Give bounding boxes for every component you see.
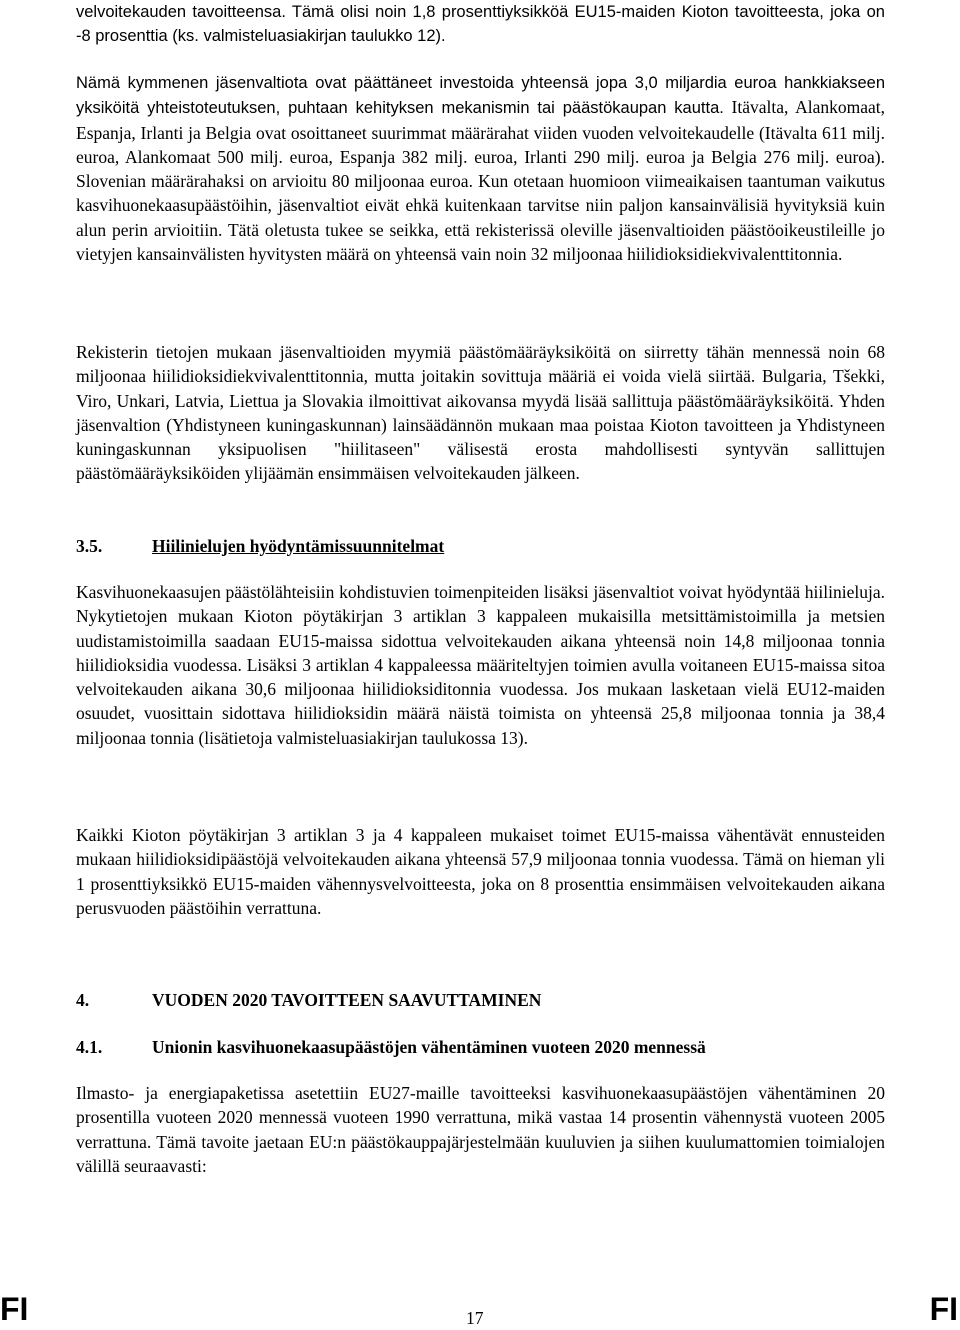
paragraph-2 [76, 70, 885, 266]
paragraph-6: Ilmasto- ja energiapaketissa asetettiin EU27-maille tavoitteeksi kasvihuonekaasupäästöjen vähentäminen 20 prosentilla vuoteen 2020 mennessä vuoteen 1990 verrattuna, mikä vastaa 14 prosentin vähennystä vuoteen 2005 verrattuna. Tämä tavoite jaetaan EU:n päästökauppajärjestelmään kuuluvien ja siihen kuulumattomien toimialojen välillä seuraavasti: [76, 1083, 885, 1176]
paragraph-4: Kasvihuonekaasujen päästölähteisiin kohdistuvien toimenpiteiden lisäksi jäsenvaltiot voivat hyödyntää hiilinieluja. Nykytietojen mukaan Kioton pöytäkirjan 3 artiklan 3 kappaleen mukaisilla metsittämistoimilla ja metsien uudistamistoimilla saadaan EU15-maissa sidottua velvoitekauden aikana yhteensä noin 14,8 miljoonaa tonnia hiilidioksidia vuodessa. Lisäksi 3 artiklan 4 kappaleessa määriteltyjen toimien avulla voitaneen EU15-maissa sitoa velvoitekauden aikana 30,6 miljoonaa hiilidioksiditonnia vuodessa. Jos mukaan lasketaan vielä EU12-maiden osuudet, vuosittain sidottava hiilidioksidin määrä näistä toimista on yhteensä 25,8 miljoonaa tonnia ja 38,4 miljoonaa tonnia (lisätietoja valmisteluasiakirjan taulukossa 13). [76, 582, 885, 748]
paragraph-1: velvoitekauden tavoitteensa. Tämä olisi noin 1,8 prosenttiyksikköä EU15-maiden Kioton tavoitteesta, joka on -8 prosenttia (ks. valmisteluasiakirjan taulukko 12). [76, 3, 885, 46]
heading-4 [76, 988, 885, 1012]
page-footer [0, 1283, 960, 1330]
paragraph-3: Rekisterin tietojen mukaan jäsenvaltioiden myymiä päästömääräyksiköitä on siirretty tähän mennessä noin 68 miljoonaa hiilidioksidiekvivalenttitonnia, mutta joitakin sovittuja määriä ei voida vielä siirtää. Bulgaria, Tšekki, Viro, Unkari, Latvia, Liettua ja Slovakia ilmoittivat aikovansa myydä lisää sallittuja päästömääräyksiköitä. Yhden jäsenvaltion (Yhdistyneen kuningaskunnan) lainsäädännön mukaan maa poistaa Kioton tavoitteen ja Yhdistyneen kuningaskunnan yksipuolisen "hiilitaseen" välisestä erosta mahdollisesti syntyvän sallittujen päästömääräyksiköiden ylijäämän ensimmäisen velvoitekauden jälkeen. [76, 342, 885, 484]
paragraph-2-sans-part: Nämä kymmenen jäsenvaltiota ovat päättäneet investoida yhteensä jopa 3,0 miljardia euroa hankkiakseen yksiköitä yhteistoteutuksen, puhtaan kehityksen mekanismin tai päästökaupan kautta. [76, 74, 885, 118]
language-code-right: FI [929, 1291, 958, 1327]
heading-4-number: 4. [76, 990, 90, 1010]
heading-4-1 [76, 1035, 885, 1059]
language-code-left: FI [0, 1291, 29, 1327]
heading-4-title: VUODEN 2020 TAVOITTEEN SAAVUTTAMINEN [152, 990, 542, 1010]
page-number: 17 [466, 1308, 484, 1328]
paragraph-2-serif-part: Itävalta, Alankomaat, Espanja, Irlanti ja Belgia ovat osoittaneet suurimmat määrärahat viiden vuoden velvoitekaudelle (Itävalta 611 milj. euroa, Alankomaat 500 milj. euroa, Espanja 382 milj. euroa, Irlanti 290 milj. euroa ja Belgia 276 milj. euroa). Slovenian määrärahaksi on arvioitu 80 miljoonaa euroa. Kun otetaan huomioon viimeaikaisen taantuman vaikutus kasvihuonekaasupäästöihin, jäsenvaltiot eivät ehkä kuitenkaan tarvitse niin paljon kansainvälisiä hyvityksiä kuin alun perin arvioitiin. Tätä oletusta tukee se seikka, että rekisterissä oleville jäsenvaltioiden päästöoikeustileille jo vietyjen kansainvälisten hyvitysten määrä on yhteensä vain noin 32 miljoonaa hiilidioksidiekvivalenttitonnia. [76, 97, 885, 265]
heading-3-5-title: Hiilinielujen hyödyntämissuunnitelmat [152, 536, 445, 556]
heading-3-5-number: 3.5. [76, 536, 103, 556]
heading-4-1-title: Unionin kasvihuonekaasupäästöjen vähentäminen vuoteen 2020 mennessä [152, 1037, 706, 1057]
paragraph-5: Kaikki Kioton pöytäkirjan 3 artiklan 3 ja 4 kappaleen mukaiset toimet EU15-maissa vähentävät ennusteiden mukaan hiilidioksidipäästöjä velvoitekauden aikana yhteensä 57,9 miljoonaa tonnia vuodessa. Tämä on hieman yli 1 prosenttiyksikkö EU15-maiden vähennysvelvoitteesta, joka on 8 prosenttia ensimmäisen velvoitekauden aikana perusvuoden päästöihin verrattuna. [76, 825, 885, 918]
heading-4-1-number: 4.1. [76, 1037, 103, 1057]
heading-3-5 [76, 534, 885, 558]
